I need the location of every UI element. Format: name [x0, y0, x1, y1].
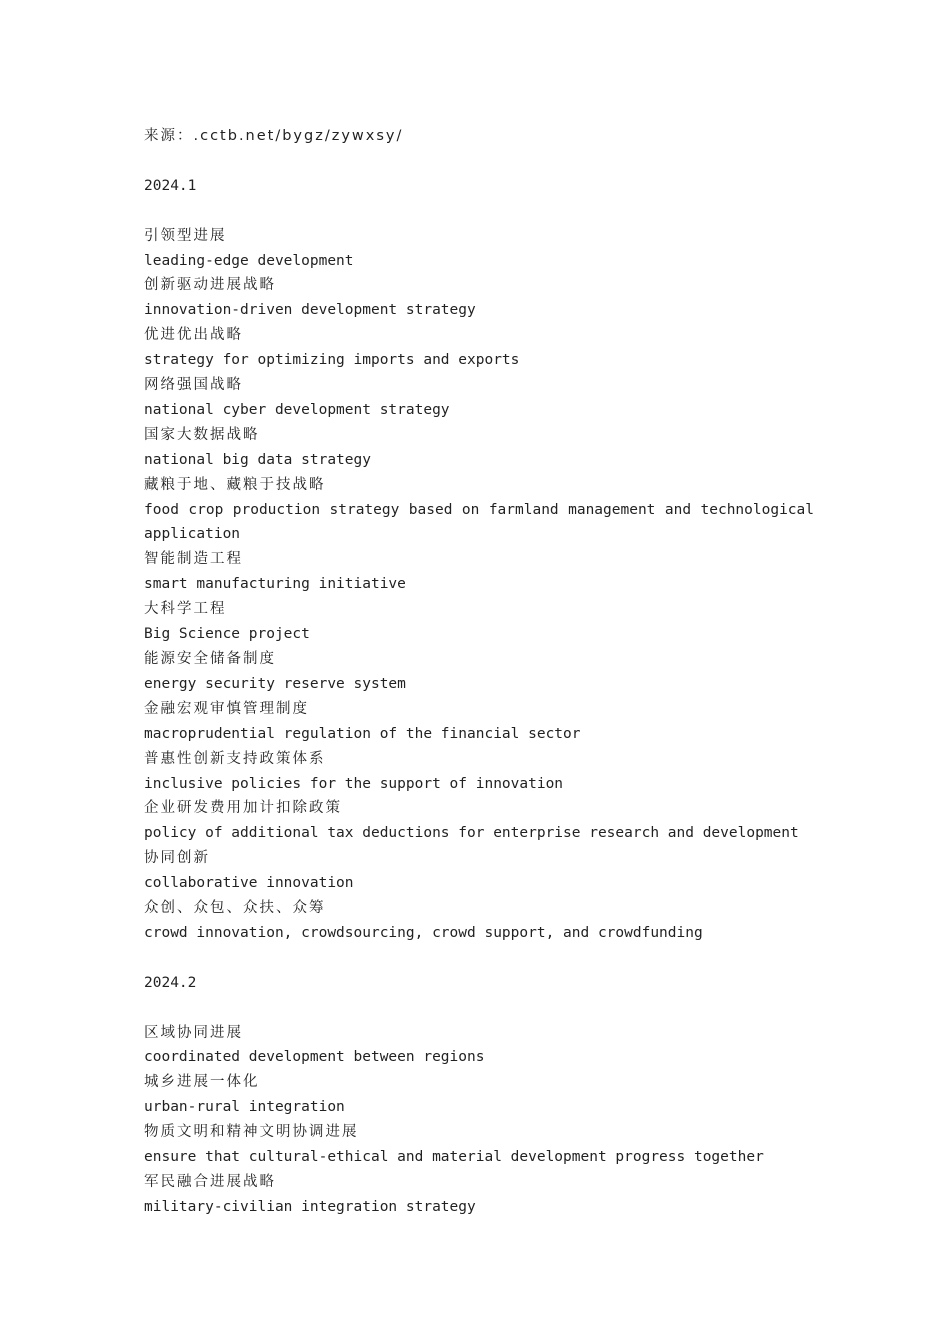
term-en: energy security reserve system — [144, 675, 406, 692]
term-en: ensure that cultural-ethical and material development progress together — [144, 1149, 764, 1166]
term-en: coordinated development between regions — [144, 1049, 485, 1066]
term-en: food crop production strategy based on farmland management and technological application — [144, 501, 823, 543]
term-en: urban-rural integration — [144, 1099, 345, 1116]
term-en: national big data strategy — [144, 451, 371, 468]
term-cn: 普惠性创新支持政策体系 — [144, 750, 326, 767]
term-cn: 国家大数据战略 — [144, 426, 260, 443]
section-2024-1 — [144, 174, 823, 946]
term-en: innovation-driven development strategy — [144, 302, 476, 319]
term-en: inclusive policies for the support of innovation — [144, 775, 564, 792]
section-2024-2 — [144, 971, 814, 1220]
term-cn: 军民融合进展战略 — [144, 1174, 276, 1190]
term-en: crowd innovation, crowdsourcing, crowd support, and crowdfunding — [144, 924, 703, 941]
term-cn: 创新驱动进展战略 — [144, 277, 276, 294]
section-heading: 2024.1 — [144, 177, 197, 194]
term-en: collaborative innovation — [144, 875, 354, 892]
term-cn: 优进优出战略 — [144, 327, 243, 344]
term-en: policy of additional tax deductions for enterprise research and development — [144, 825, 799, 842]
term-cn: 物质文明和精神文明协调进展 — [144, 1124, 359, 1141]
term-cn: 企业研发费用加计扣除政策 — [144, 800, 342, 817]
term-en: national cyber development strategy — [144, 401, 450, 418]
source-line: 来源：.cctb.net/bygz/zywxsy/ — [144, 128, 404, 144]
spacer — [144, 149, 814, 174]
term-en: macroprudential regulation of the financial sector — [144, 725, 581, 742]
term-cn: 众创、众包、众扶、众筹 — [144, 900, 326, 917]
term-cn: 城乡进展一体化 — [144, 1074, 260, 1091]
term-cn: 引领型进展 — [144, 227, 227, 244]
term-cn: 协同创新 — [144, 850, 210, 867]
document-body — [144, 124, 823, 1220]
spacer — [144, 996, 814, 1021]
term-en: Big Science project — [144, 626, 310, 643]
term-en: strategy for optimizing imports and exports — [144, 352, 520, 369]
term-cn: 金融宏观审慎管理制度 — [144, 700, 309, 717]
section-heading: 2024.2 — [144, 974, 197, 991]
term-en: military-civilian integration strategy — [144, 1198, 476, 1215]
spacer — [144, 199, 814, 224]
term-en: smart manufacturing initiative — [144, 576, 406, 593]
term-cn: 藏粮于地、藏粮于技战略 — [144, 476, 326, 493]
term-cn: 大科学工程 — [144, 601, 227, 618]
term-cn: 智能制造工程 — [144, 551, 243, 568]
term-en: leading-edge development — [144, 252, 354, 269]
spacer — [144, 946, 814, 971]
term-cn: 网络强国战略 — [144, 377, 243, 394]
term-cn: 区域协同进展 — [144, 1024, 243, 1041]
term-cn: 能源安全储备制度 — [144, 651, 276, 667]
